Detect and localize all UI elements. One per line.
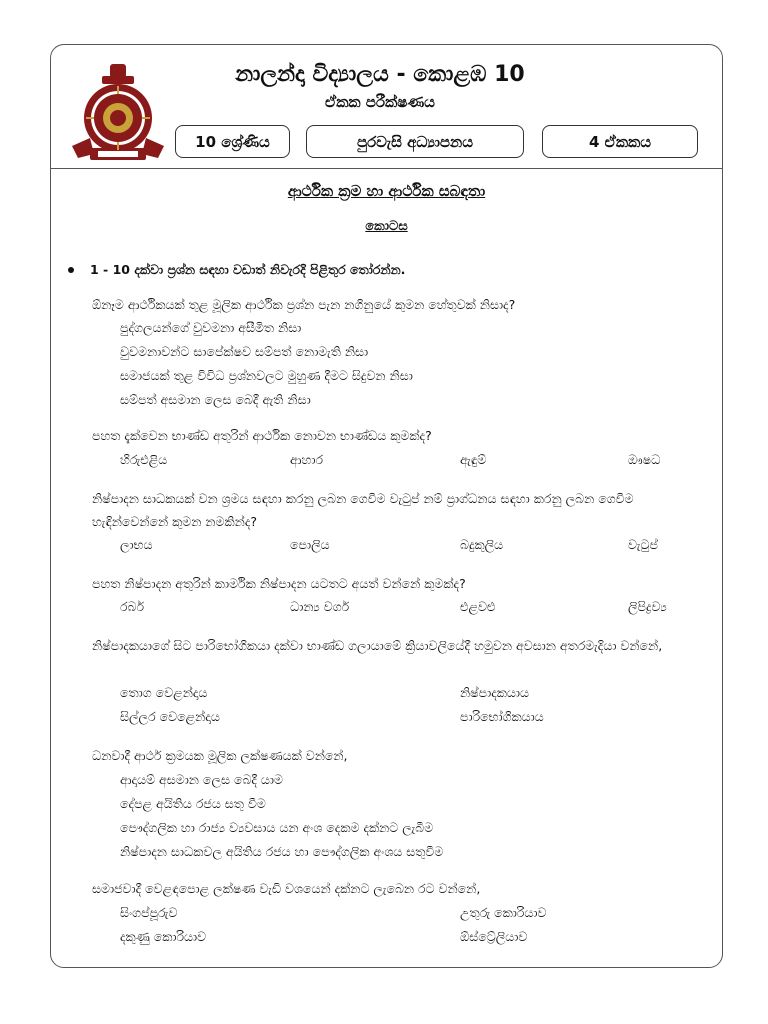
answer-option[interactable]: පොලිය bbox=[290, 537, 330, 552]
school-title: නාලන්දා විද්‍යාලය - කොළඹ 10 bbox=[235, 62, 525, 87]
answer-option[interactable]: තොග වෙළන්දාය bbox=[120, 685, 208, 700]
answer-option[interactable]: දේපළ අයිතිය රජය සතු වීම bbox=[120, 796, 266, 811]
question-text: පහත දැක්වෙන භාණ්ඩ අතුරින් ආර්ථික නොවන භාණ්ඩය කුමක්ද? bbox=[92, 428, 432, 443]
header-divider bbox=[50, 168, 723, 169]
question-text: ඕනෑම ආර්ථිකයක් තුළ මූලික ආර්ථික ප්‍රශ්න පැන නගිනුයේ කුමන හේතුවක් නිසාද? bbox=[92, 297, 516, 312]
question-text: සමාජවාදී වෙළඳපොළ ලක්ෂණ වැඩි වශයෙන් දක්නට ලැබෙන රට වන්නේ, bbox=[92, 881, 481, 896]
answer-option[interactable]: පෞද්ගලික හා රාජ්‍ය ව්‍යවසාය යන අංශ දෙකම දක්නට ලැබීම bbox=[120, 820, 434, 835]
part-label: කොටස bbox=[365, 219, 408, 234]
school-crest-icon bbox=[70, 62, 166, 162]
answer-option[interactable]: බදුකුලිය bbox=[460, 537, 504, 552]
answer-option[interactable]: උතුරු කොරියාව bbox=[460, 905, 547, 920]
subject-label: පුරවැසි අධ්‍යාපනය bbox=[356, 132, 474, 151]
answer-option[interactable]: වැටුප් bbox=[628, 537, 658, 552]
grade-box bbox=[175, 125, 290, 158]
bullet-icon bbox=[68, 267, 74, 273]
question-text: නිෂ්පාදකයාගේ සිට පාරිභෝගිකයා දක්වා භාණ්ඩ ගලායාමේ ක්‍රියාවලියේදී හමුවන අවසාන අතරමැදියා වන්නේ, bbox=[92, 638, 663, 653]
answer-option[interactable]: ඕස්ට්‍රේලියාව bbox=[460, 929, 528, 944]
answer-option[interactable]: රබර් bbox=[120, 599, 145, 614]
answer-option[interactable]: ලිපිද්‍රව්‍ය bbox=[628, 599, 667, 614]
instruction-text: 1 - 10 දක්වා ප්‍රශ්න සඳහා වඩාත් නිවැරදි පිළිතුර තෝරන්න. bbox=[90, 262, 406, 277]
answer-option[interactable]: හිරුඑළිය bbox=[120, 452, 168, 467]
grade-label: 10 ශ්‍රේණිය bbox=[195, 132, 270, 151]
exam-type: ඒකක පරීක්ෂණය bbox=[325, 93, 435, 111]
answer-option[interactable]: ධාන්‍ය වර්ග bbox=[290, 599, 350, 614]
answer-option[interactable]: ඇඳුම් bbox=[460, 452, 487, 467]
answer-option[interactable]: දකුණු කොරියාව bbox=[120, 929, 207, 944]
question-text: පහත නිෂ්පාදන අතුරින් කාර්මික නිෂ්පාදන යටතට අයත් වන්නේ කුමක්ද? bbox=[92, 576, 466, 591]
answer-option[interactable]: සිල්ලර වෙළෙන්දාය bbox=[120, 709, 220, 724]
answer-option[interactable]: නිෂ්පාදන සාධකවල අයිතිය රජය හා පෞද්ගලික අංශය සතුවීම bbox=[120, 844, 444, 859]
answer-option[interactable]: එළවළු bbox=[460, 599, 496, 614]
topic-title: ආර්ථික ක්‍රම හා ආර්ථික සබඳතා bbox=[287, 182, 486, 200]
question-text: ධනවාදී ආර්ථ ක්‍රමයක මූලික ලක්ෂණයක් වන්නේ, bbox=[92, 748, 348, 763]
answer-option[interactable]: පුද්ගලයන්ගේ වුවමනා අසීමිත නිසා bbox=[120, 320, 302, 335]
answer-option[interactable]: ඖෂධ bbox=[628, 452, 661, 467]
answer-option[interactable]: පාරිභෝගිකයාය bbox=[460, 709, 544, 724]
answer-option[interactable]: වුවමනාවන්ට සාපේක්ෂව සම්පත් නොමැති නිසා bbox=[120, 344, 369, 359]
answer-option[interactable]: ආහාර bbox=[290, 452, 324, 467]
answer-option[interactable]: ලාභය bbox=[120, 537, 153, 552]
instruction-row bbox=[68, 262, 405, 278]
question-text: නිෂ්පාදන සාධකයක් වන ශ්‍රමය සඳහා කරනු ලබන ගෙවීම වැටුප් නම් ප්‍රාග්ධනය සඳහා කරනු ලබන ගෙවීම හැඳින්වෙන්නේ කුමන නමකින්ද? bbox=[92, 491, 634, 529]
answer-option[interactable]: සම්පත් අසමාන ලෙස බෙදී ඇති නිසා bbox=[120, 392, 311, 407]
answer-option[interactable]: ආදායම් අසමාන ලෙස බෙදී යාම bbox=[120, 772, 284, 787]
answer-option[interactable]: නිෂ්පාදකයාය bbox=[460, 685, 529, 700]
answer-option[interactable]: සමාජයක් තුළ විවිධ ප්‍රශ්නවලට මුහුණ දීමට සිදුවන නිසා bbox=[120, 368, 413, 383]
subject-box bbox=[306, 125, 524, 158]
unit-label: 4 ඒකකය bbox=[589, 132, 651, 151]
unit-box bbox=[542, 125, 698, 158]
answer-option[interactable]: සිංගප්පූරුව bbox=[120, 905, 178, 920]
